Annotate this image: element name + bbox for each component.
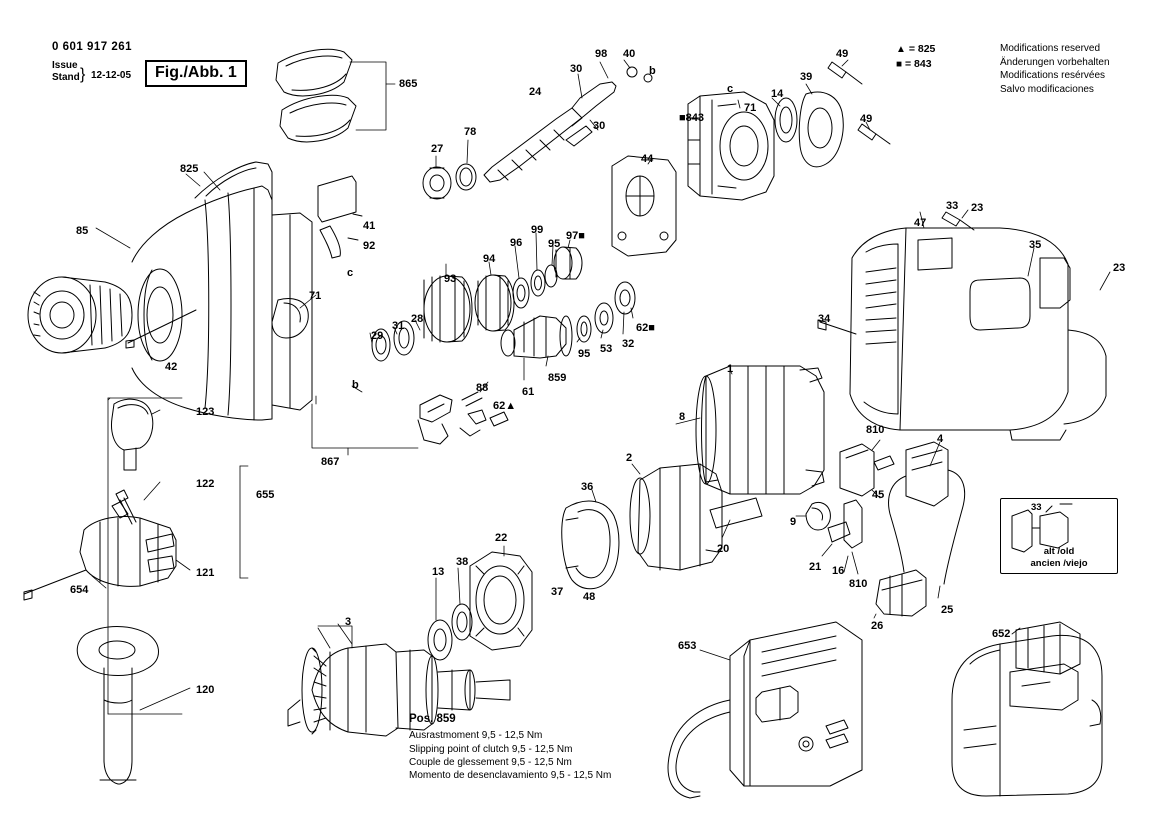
issue-date: 12-12-05 xyxy=(91,70,132,81)
callout-121: 121 xyxy=(196,567,215,579)
issue-block xyxy=(52,60,80,83)
callout-b: b xyxy=(649,65,656,77)
square-text: = 843 xyxy=(904,57,932,70)
callout-95: 95 xyxy=(578,348,591,360)
callout-25: 25 xyxy=(941,604,954,616)
callout-47: 47 xyxy=(914,217,927,229)
pos-859-title: Pos. 859 xyxy=(409,713,456,725)
callout-14: 14 xyxy=(771,88,784,100)
callout-13: 13 xyxy=(432,566,445,578)
legend-block xyxy=(896,42,935,71)
callout-32: 32 xyxy=(622,338,635,350)
callout-20: 20 xyxy=(717,543,730,555)
callout-30: 30 xyxy=(593,120,606,132)
callout-859: 859 xyxy=(548,372,567,384)
callout-62: 62■ xyxy=(636,322,655,334)
triangle-text: = 825 xyxy=(908,43,936,55)
notice-line-3: Salvo modificaciones xyxy=(1000,83,1094,95)
issue-brace: } xyxy=(80,66,86,83)
pos-859-line-0: Ausrastmoment 9,5 - 12,5 Nm xyxy=(409,730,543,742)
callout-16: 16 xyxy=(832,565,845,577)
issue-label-line1: Issue xyxy=(52,60,78,71)
callout-24: 24 xyxy=(529,86,542,98)
callout-98: 98 xyxy=(595,48,608,60)
legend-square xyxy=(896,57,935,72)
callout-42: 42 xyxy=(165,361,178,373)
callout-21: 21 xyxy=(809,561,822,573)
callout-9: 9 xyxy=(790,516,797,528)
callout-120: 120 xyxy=(196,684,215,696)
callout-122: 122 xyxy=(196,478,215,490)
triangle-symbol: ▲ xyxy=(896,44,906,55)
notice-line-0: Modifications reserved xyxy=(1000,43,1101,54)
callout-39: 39 xyxy=(800,71,813,83)
callout-38: 38 xyxy=(456,556,469,568)
notices-block xyxy=(1000,42,1110,96)
callout-825: 825 xyxy=(180,163,199,175)
callout-93: 93 xyxy=(444,273,457,285)
callout-96: 96 xyxy=(510,237,523,249)
callout-49: 49 xyxy=(836,48,849,60)
callout-654: 654 xyxy=(70,584,89,596)
callout-2: 2 xyxy=(626,452,633,464)
alt-box-line2: ancien /viejo xyxy=(1030,557,1088,569)
callout-34: 34 xyxy=(818,313,831,325)
callout-4: 4 xyxy=(937,433,944,445)
callout-30: 30 xyxy=(570,63,583,75)
callout-b: b xyxy=(352,379,359,391)
alt-box-line1: alt /old xyxy=(1043,545,1075,557)
callout-867: 867 xyxy=(321,456,340,468)
callout-29: 29 xyxy=(371,330,384,342)
callout-71: 71 xyxy=(744,102,757,114)
callout-40: 40 xyxy=(623,48,636,60)
callout-61: 61 xyxy=(522,386,535,398)
alt-box-number: 33 xyxy=(1031,502,1042,513)
callout-123: 123 xyxy=(196,406,215,418)
callout-23: 23 xyxy=(1113,262,1126,274)
pos-859-line-3: Momento de desenclavamiento 9,5 - 12,5 Nm xyxy=(409,770,612,782)
callout-95: 95 xyxy=(548,238,561,250)
callout-31: 31 xyxy=(392,320,405,332)
callout-26: 26 xyxy=(871,620,884,632)
callout-53: 53 xyxy=(600,343,613,355)
figure-label: Fig./Abb. 1 xyxy=(145,60,247,87)
callout-c: c xyxy=(727,83,734,95)
callout-843: ■843 xyxy=(679,112,704,124)
callout-22: 22 xyxy=(495,532,508,544)
callout-37: 37 xyxy=(551,586,564,598)
legend-triangle xyxy=(896,42,935,57)
callout-810: 810 xyxy=(866,424,885,436)
square-symbol: ■ xyxy=(896,58,903,70)
callout-88: 88 xyxy=(476,382,489,394)
callout-35: 35 xyxy=(1029,239,1042,251)
issue-label-line2: Stand xyxy=(52,71,80,83)
callout-1: 1 xyxy=(727,363,734,375)
pos-859-line-1: Slipping point of clutch 9,5 - 12,5 Nm xyxy=(409,743,573,755)
notice-line-2: Modifications resérvées xyxy=(1000,70,1106,81)
callout-28: 28 xyxy=(411,313,424,325)
callout-652: 652 xyxy=(992,628,1011,640)
callout-97: 97■ xyxy=(566,230,585,242)
callout-23: 23 xyxy=(971,202,984,214)
callout-33: 33 xyxy=(946,200,959,212)
callout-92: 92 xyxy=(363,240,376,252)
callout-85: 85 xyxy=(76,225,89,237)
notice-line-1: Änderungen vorbehalten xyxy=(1000,56,1110,68)
callout-44: 44 xyxy=(641,153,654,165)
callout-45: 45 xyxy=(872,489,885,501)
callout-810: 810 xyxy=(849,578,868,590)
alt-old-variant-box xyxy=(1000,498,1118,574)
pos-859-line-2: Couple de glessement 9,5 - 12,5 Nm xyxy=(409,756,572,768)
callout-653: 653 xyxy=(678,640,697,652)
pos-859-note xyxy=(409,712,611,782)
callout-27: 27 xyxy=(431,143,444,155)
callout-655: 655 xyxy=(256,489,275,501)
callout-62: 62▲ xyxy=(493,400,517,412)
callout-3: 3 xyxy=(345,616,352,628)
callout-41: 41 xyxy=(363,220,376,232)
callout-99: 99 xyxy=(531,224,544,236)
callout-49: 49 xyxy=(860,113,873,125)
part-number: 0 601 917 261 xyxy=(52,41,133,53)
callout-94: 94 xyxy=(483,253,496,265)
callout-8: 8 xyxy=(679,411,686,423)
callout-71: 71 xyxy=(309,290,322,302)
callout-48: 48 xyxy=(583,591,596,603)
callout-c: c xyxy=(347,267,354,279)
callout-78: 78 xyxy=(464,126,477,138)
callout-865: 865 xyxy=(399,78,418,90)
callout-36: 36 xyxy=(581,481,594,493)
